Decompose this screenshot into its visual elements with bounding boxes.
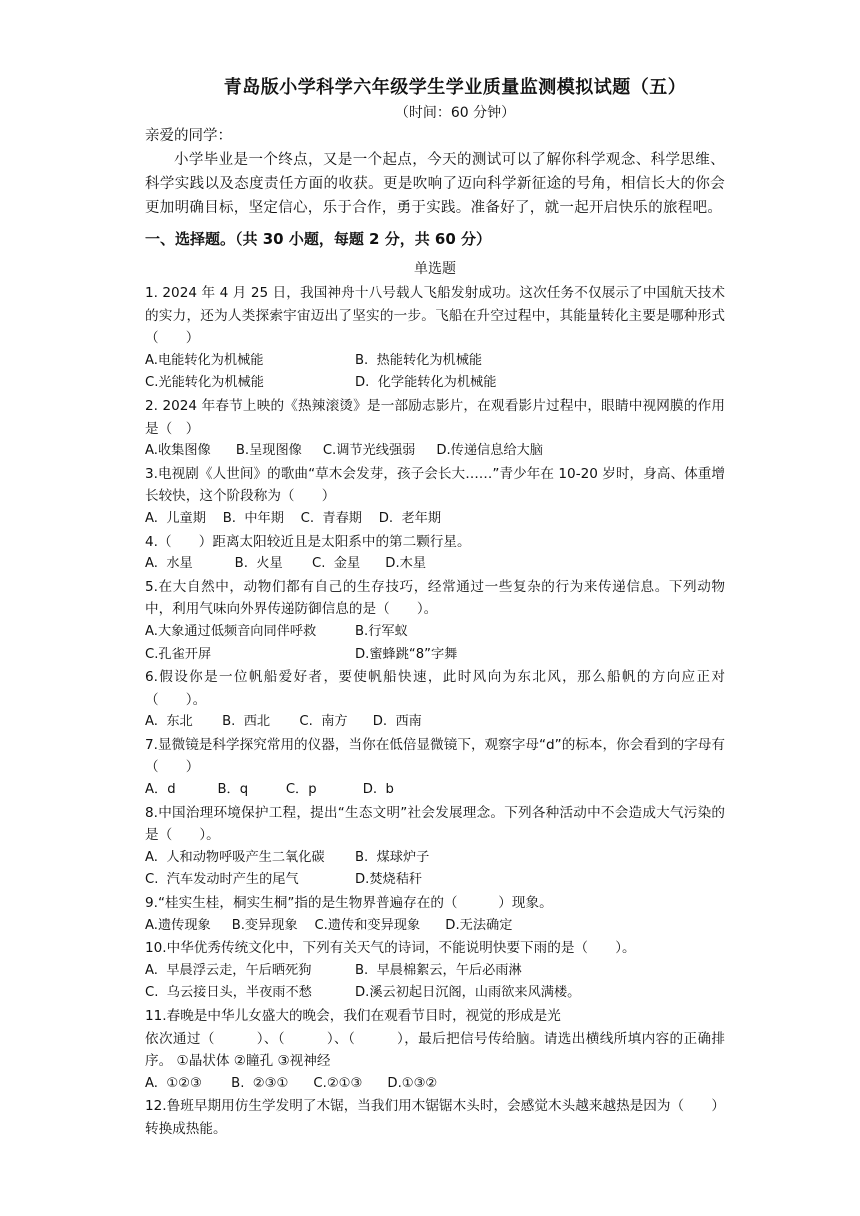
question-stem: 10.中华优秀传统文化中，下列有关天气的诗词，不能说明快要下雨的是（ ）。: [145, 940, 636, 957]
option-b: B. 早晨棉絮云，午后必雨淋: [355, 962, 522, 978]
exam-duration: （时间：60 分钟）: [394, 105, 516, 121]
question-11: [145, 1005, 725, 1095]
option-b: B. 煤球炉子: [355, 849, 430, 865]
question-stem: 8.中国治理环境保护工程，提出“生态文明”社会发展理念。下列各种活动中不会造成大气污染的是（ ）。: [145, 804, 725, 844]
question-stem: 3.电视剧《人世间》的歌曲“草木会发芽，孩子会长大……”青少年在 10-20 岁时，身高、体重增长较快，这个阶段称为（ ）: [145, 465, 725, 505]
option-d: D.焚烧秸秆: [355, 872, 423, 888]
options-line: A．d B．q C．p D. b: [145, 782, 394, 798]
exam-title: 青岛版小学科学六年级学生学业质量监测模拟试题（五）: [223, 77, 687, 98]
option-c: C.孔雀开屏: [145, 646, 212, 662]
question-stem: 7.显微镜是科学探究常用的仪器，当你在低倍显微镜下，观察字母“d”的标本，你会看到的字母有（ ）: [145, 736, 725, 776]
section-heading: 一、选择题。（共 30 小题，每题 2 分，共 60 分）: [145, 230, 492, 248]
option-b: B.行军蚁: [355, 623, 408, 639]
options-row: [145, 350, 725, 373]
question-4: [145, 531, 725, 576]
option-c: C.光能转化为机械能: [145, 375, 264, 391]
question-stem: 5.在大自然中，动物们都有自己的生存技巧，经常通过一些复杂的行为来传递信息。下列动物中，利用气味向外界传递防御信息的是（ ）。: [145, 578, 725, 618]
options-line: A. 儿童期 B. 中年期 C. 青春期 D. 老年期: [145, 510, 442, 526]
question-stem: 1. 2024 年 4 月 25 日，我国神舟十八号载人飞船发射成功。这次任务不仅展示了中国航天技术的实力，还为人类探索宇宙迈出了坚实的一步。飞船在升空过程中，其能量转化主要是哪种形式（ ）: [145, 285, 725, 347]
question-stem: 11.春晚是中华儿女盛大的晚会，我们在观看节目时，视觉的形成是光: [145, 1008, 561, 1024]
option-c: C. 乌云接日头，半夜雨不愁: [145, 985, 312, 1001]
options-row: [145, 960, 725, 983]
options-line: A. ①②③ B. ②③① C.②①③ D.①③②: [145, 1075, 438, 1091]
option-a: A. 人和动物呼吸产生二氧化碳: [145, 849, 325, 865]
question-5: [145, 576, 725, 666]
options-row: [145, 982, 725, 1005]
question-1: [145, 282, 725, 395]
option-d: D.溪云初起日沉阁，山雨欲来风满楼。: [355, 985, 581, 1001]
option-a: A. 早晨浮云走，午后晒死狗: [145, 962, 312, 978]
question-6: [145, 666, 725, 734]
subsection-heading: 单选题: [414, 261, 456, 277]
options-line: A. 水星 B. 火星 C. 金星 D.木星: [145, 556, 427, 572]
question-stem: 9.“桂实生桂，桐实生桐”指的是生物界普遍存在的（ ）现象。: [145, 895, 553, 912]
question-stem: 6.假设你是一位帆船爱好者，要使帆船快速，此时风向为东北风，那么船帆的方向应正对（ ）。: [145, 669, 725, 708]
question-3: [145, 463, 725, 531]
options-row: [145, 869, 725, 892]
question-stem: 4.（ ）距离太阳较近且是太阳系中的第二颗行星。: [145, 533, 471, 550]
option-d: D.蜜蜂跳“8”字舞: [355, 646, 458, 662]
question-2: [145, 395, 725, 463]
exam-page: [145, 74, 725, 1141]
question-stem-continued: 依次通过（ ）、（ ）、（ ），最后把信号传给脑。请选出横线所填内容的正确排序。 ①晶状体 ②瞳孔 ③视神经: [145, 1030, 725, 1070]
options-row: [145, 372, 725, 395]
option-b: B. 热能转化为机械能: [355, 352, 483, 368]
options-line: A. 东北 B. 西北 C. 南方 D. 西南: [145, 714, 422, 730]
options-line: A.收集图像 B.呈现图像 C.调节光线强弱 D.传递信息给大脑: [145, 443, 543, 459]
question-stem: 12.鲁班早期用仿生学发明了木锯，当我们用木锯锯木头时，会感觉木头越来越热是因为（ ）转换成热能。: [145, 1098, 725, 1137]
question-7: [145, 734, 725, 802]
options-line: A.遗传现象 B.变异现象 C.遗传和变异现象 D.无法确定: [145, 917, 513, 933]
question-10: [145, 937, 725, 1005]
greeting: 亲爱的同学：: [145, 128, 232, 144]
option-a: A.大象通过低频音向同伴呼救: [145, 623, 317, 639]
option-a: A.电能转化为机械能: [145, 352, 264, 368]
options-row: [145, 621, 725, 644]
question-12: [145, 1095, 725, 1140]
options-row: [145, 847, 725, 870]
options-row: [145, 644, 725, 667]
option-d: D. 化学能转化为机械能: [355, 375, 497, 391]
intro-paragraph: 小学毕业是一个终点，又是一个起点，今天的测试可以了解你科学观念、科学思维、科学实践以及态度责任方面的收获。更是吹响了迈向科学新征途的号角，相信长大的你会更加明确目标，坚定信心，乐于合作，勇于实践。准备好了，就一起开启快乐的旅程吧。: [145, 152, 725, 216]
question-8: [145, 802, 725, 892]
question-stem: 2. 2024 年春节上映的《热辣滚烫》是一部励志影片，在观看影片过程中，眼睛中视网膜的作用是（ ）: [145, 397, 725, 437]
question-9: [145, 892, 725, 937]
option-c: C. 汽车发动时产生的尾气: [145, 872, 299, 888]
